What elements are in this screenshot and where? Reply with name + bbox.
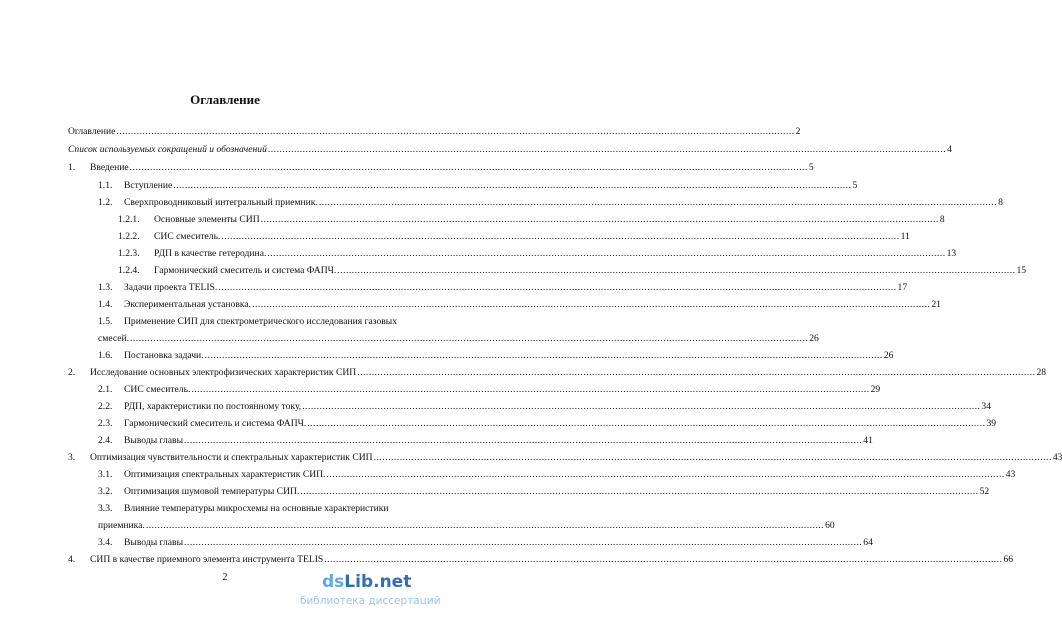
toc-entry-title: Постановка задачи.	[124, 350, 204, 361]
toc-entry-number: 1.1.	[98, 180, 113, 191]
toc-entry[interactable]	[68, 126, 801, 138]
toc-entry[interactable]	[98, 486, 990, 498]
toc-leader-dots	[261, 214, 939, 226]
toc-entry-title: СИС смеситель.	[154, 231, 221, 242]
toc-entry[interactable]	[98, 401, 992, 413]
toc-entry-page: 13	[946, 248, 957, 259]
watermark-logo-prefix: ds	[322, 572, 345, 592]
toc-leader-dots	[357, 367, 1035, 379]
toc-leader-dots	[337, 265, 1015, 277]
watermark-subtitle: библиотека диссертаций	[300, 595, 441, 607]
toc-entry-number: 1.2.3.	[118, 248, 140, 259]
toc-leader-dots	[116, 126, 794, 138]
toc-leader-dots	[307, 418, 985, 430]
toc-leader-dots	[374, 452, 1052, 464]
toc-entry-number: 3.	[68, 452, 76, 463]
toc-leader-dots	[268, 144, 946, 156]
toc-entry-number: 2.2.	[98, 401, 113, 412]
toc-entry-title: Введение	[90, 162, 129, 173]
toc-entry[interactable]	[98, 418, 997, 430]
toc-entry-page: 26	[809, 333, 819, 344]
toc-entry-page: 5	[808, 162, 814, 173]
toc-entry-number: 4.	[68, 554, 76, 565]
watermark-logo-rest: Lib.net	[344, 572, 412, 592]
toc-entry[interactable]	[68, 162, 814, 174]
toc-entry[interactable]	[98, 350, 894, 362]
toc-entry[interactable]	[98, 197, 1003, 209]
toc-entry[interactable]	[68, 452, 1062, 464]
toc-entry[interactable]	[68, 144, 952, 156]
toc-entry-title: Выводы главы	[124, 537, 184, 548]
toc-entry[interactable]	[98, 299, 941, 311]
toc-entry-number: 2.4.	[98, 435, 113, 446]
toc-leader-dots	[173, 180, 851, 192]
toc-entry-title: СИС смеситель.	[124, 384, 191, 395]
toc-entry-page: 11	[900, 231, 910, 242]
toc-entry-number: 2.3.	[98, 418, 113, 429]
toc-entry[interactable]	[98, 435, 873, 447]
toc-entry-page: 15	[1016, 265, 1027, 276]
toc-leader-dots	[184, 435, 862, 447]
toc-entry[interactable]	[98, 316, 412, 328]
toc-entry-title: Применение СИП для спектрометрического исследования газовых	[124, 316, 398, 327]
toc-entry-title-cont: приемника.	[98, 520, 145, 531]
toc-entry[interactable]	[98, 180, 858, 192]
toc-entry-title: Оптимизация чувствительности и спектральных характеристик СИП	[90, 452, 373, 463]
toc-entry-number: 1.4.	[98, 299, 113, 310]
toc-entry-number: 1.	[68, 162, 76, 173]
toc-entry-page: 8	[998, 197, 1003, 208]
toc-entry-page: 2	[795, 126, 801, 137]
toc-leader-dots	[184, 537, 862, 549]
toc-entry-page: 21	[931, 299, 941, 310]
toc-entry-number: 1.2.1.	[118, 214, 140, 225]
toc-entry-page: 8	[939, 214, 945, 225]
toc-leader-dots	[130, 162, 808, 174]
toc-entry-title: Оглавление	[68, 126, 116, 137]
toc-entry-number: 1.6.	[98, 350, 113, 361]
toc-entry[interactable]	[118, 231, 910, 243]
toc-entry-number: 1.3.	[98, 282, 113, 293]
toc-entry-number: 3.2.	[98, 486, 113, 497]
toc-leader-dots	[300, 486, 978, 498]
toc-entry-title: Список используемых сокращений и обозначений	[68, 144, 267, 155]
toc-entry-title: Задачи проекта TELIS.	[124, 282, 218, 293]
toc-entry-number: 1.2.2.	[118, 231, 140, 242]
toc-entry[interactable]	[98, 282, 908, 294]
toc-entry[interactable]	[98, 384, 881, 396]
toc-leader-dots	[302, 401, 980, 413]
toc-leader-dots	[267, 248, 945, 260]
toc-entry[interactable]	[98, 537, 873, 549]
toc-entry-page: 5	[852, 180, 858, 191]
toc-leader-dots	[191, 384, 869, 396]
toc-entry-number: 3.1.	[98, 469, 113, 480]
toc-entry-number: 1.5.	[98, 316, 113, 327]
toc-leader-dots	[205, 350, 883, 362]
toc-entry[interactable]	[98, 469, 1016, 481]
toc-entry-title: Влияние температуры микросхемы на основные характеристики	[124, 503, 389, 514]
toc-entry-page: 66	[1003, 554, 1014, 565]
toc-entry-page: 43	[1005, 469, 1016, 480]
toc-entry-title-cont: смесей.	[98, 333, 129, 344]
toc-entry[interactable]	[118, 265, 1027, 277]
toc-entry-number: 3.4.	[98, 537, 113, 548]
toc-entry-title: Гармонический смеситель и система ФАПЧ.	[154, 265, 337, 276]
toc-entry-continuation[interactable]	[98, 520, 835, 532]
toc-entry-number: 2.1.	[98, 384, 113, 395]
toc-entry-page: 34	[981, 401, 992, 412]
toc-entry-number: 2.	[68, 367, 76, 378]
toc-entry-page: 4	[947, 144, 952, 155]
toc-entry-number: 3.3.	[98, 503, 113, 514]
toc-entry-page: 60	[825, 520, 835, 531]
toc-entry-page: 64	[863, 537, 873, 548]
page-title: Оглавление	[190, 92, 260, 107]
toc-leader-dots	[319, 197, 997, 209]
toc-leader-dots	[324, 554, 1002, 566]
watermark-logo	[322, 572, 411, 592]
toc-entry-title: СИП в качестве приемного элемента инструмента TELIS	[90, 554, 324, 565]
toc-entry-page: 26	[883, 350, 894, 361]
toc-entry-page: 52	[979, 486, 990, 497]
toc-entry[interactable]	[98, 503, 412, 515]
toc-entry-page: 41	[863, 435, 873, 446]
toc-entry-page: 28	[1036, 367, 1047, 378]
toc-entry-title: Исследование основных электрофизических характеристик СИП	[90, 367, 357, 378]
toc-entry-number: 1.2.	[98, 197, 113, 208]
toc-entry-continuation[interactable]	[98, 333, 819, 345]
toc-entry[interactable]	[118, 214, 945, 226]
toc-entry-title: Оптимизация шумовой температуры СИП.	[124, 486, 300, 497]
toc-entry-page: 39	[986, 418, 997, 429]
toc-entry-page: 17	[897, 282, 908, 293]
toc-leader-dots	[252, 299, 930, 311]
toc-leader-dots	[130, 333, 808, 345]
toc-entry-title: Основные элементы СИП	[154, 214, 260, 225]
toc-entry-title: Сверхпроводниковый интегральный приемник.	[124, 197, 318, 208]
page-number: 2	[222, 572, 228, 583]
toc-leader-dots	[218, 282, 896, 294]
toc-entry-title: Оптимизация спектральных характеристик СИП.	[124, 469, 326, 480]
toc-entry[interactable]	[68, 554, 1014, 566]
toc-leader-dots	[146, 520, 824, 532]
toc-entry-title: Гармонический смеситель и система ФАПЧ.	[124, 418, 307, 429]
toc-entry-title: Экспериментальная установка.	[124, 299, 252, 310]
toc-entry-title: РДП в качестве гетеродина.	[154, 248, 267, 259]
toc-leader-dots	[221, 231, 899, 243]
toc-entry-page: 29	[870, 384, 881, 395]
toc-entry-title: РДП, характеристики по постоянному току,	[124, 401, 302, 412]
toc-entry[interactable]	[118, 248, 957, 260]
toc-entry-page: 43	[1052, 452, 1062, 463]
toc-leader-dots	[327, 469, 1005, 481]
toc-entry[interactable]	[68, 367, 1047, 379]
toc-entry-title: Вступление	[124, 180, 173, 191]
toc-entry-number: 1.2.4.	[118, 265, 140, 276]
toc-entry-title: Выводы главы	[124, 435, 184, 446]
